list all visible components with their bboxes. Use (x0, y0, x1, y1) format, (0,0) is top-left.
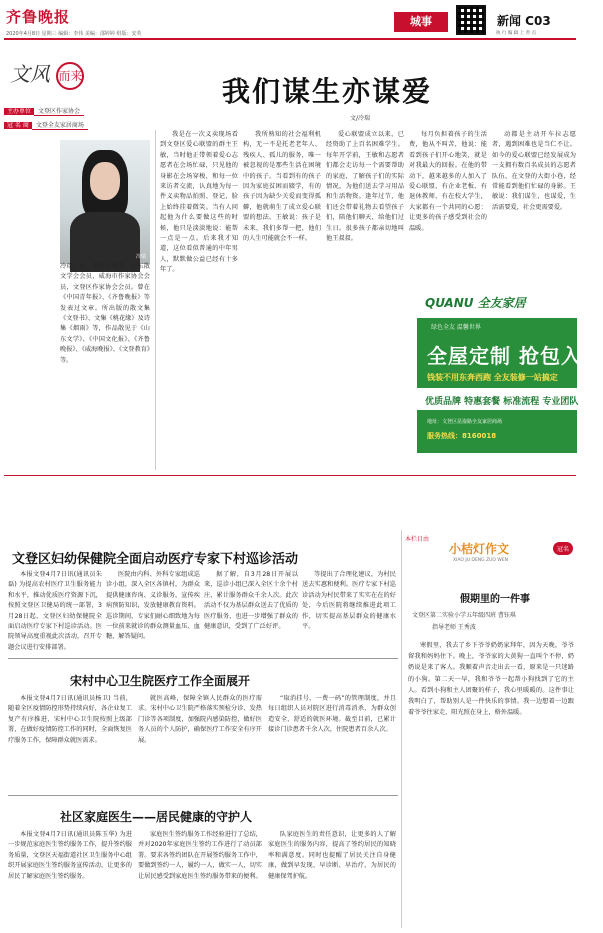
article-rule-1 (8, 658, 398, 659)
essay-title: 假期里的一件事 (460, 594, 530, 605)
feature-byline: 文/冷瑞 (350, 115, 371, 122)
article-1-col-2: 医院由内科、外科专家组成巡诊小组，深入全区各镇村，为群众提供健康咨询、义诊服务，宣传疾病预防知识，发放健康教育资料。巡诊期间，专家们耐心细致地为每一位前来就诊的群众测量血压、血糖，解答疑问。 (106, 571, 200, 641)
photo-tag: 冷瑞 (135, 254, 146, 260)
article-1-col-1: 本报文登4月7日讯(通讯员朱磊) 为提高农村医疗卫生服务能力和水平，推动优质医疗资源下沉，按照文登区卫健局的统一部署，3月28日起，文登区妇幼保健院全面启动医疗专家下村巡诊活动。医院领导高度重视此次活动，召开专题会议进行安排部署。 (8, 571, 102, 651)
section-rule (4, 475, 576, 476)
quanu-advertisement (417, 288, 603, 453)
article-3-col-1: 本报文登4月7日讯(通讯员陈玉华) 为进一步规范家庭医生签约服务工作，提升签约服务质量，文登区天福街道社区卫生服务中心组织开展家庭医生签约服务宣传活动，让更多的居民了解家庭医生签约服务。 (8, 831, 132, 880)
ad-sub-text: 钱装不用东奔西跑 全友装修一站搞定 (427, 373, 558, 382)
article-1-col-3: 据了解，自3月28日开展以来，巡诊小组已深入全区十余个村庄，累计服务群众千余人次。此次活动不仅为基层群众送去了优质的医疗服务，也进一步增强了群众的健康意识，受到了广泛好评。 (204, 571, 298, 631)
article-3-col-2: 家庭医生签约服务工作经验进行了总结，并对2020年家庭医生签约工作进行了动员部署。要求各签约团队在开展签约服务工作中，要做到签约一人，履约一人，做实一人，切实让居民感受到家庭医生签约服务带来的便利。 (138, 831, 262, 880)
section-tag: 城事 (394, 12, 448, 32)
kids-column-pinyin: XIAO JU DENG ZUO WEN (453, 558, 509, 563)
qr-code-icon (456, 5, 486, 35)
ad-brand: QUANU 全友家居 (425, 296, 526, 310)
article-3-col-3: 队家庭医生的责任意识，让更多的人了解家庭医生的服务内容，提高了签约居民的知晓率和满意度。同时也提醒了居民关注自身健康，做到早发现、早诊断、早治疗，为居民的健康保驾护航。 (268, 831, 396, 880)
feature-col-3: 爱心联盟成立以来，已经资助了上百名困难学生。每年开学前，王敏和志愿者们都会走访每一个需要帮助的家庭，了解孩子们的实际情况，为他们送去学习用品和生活物资。逢年过节，他们还会带着礼物去看望孩子们，陪他们聊天，给他们过生日。很多孩子都亲切地叫他王叔叔。 (326, 131, 404, 243)
masthead: 齐鲁晚报 (6, 8, 71, 26)
title-sponsor-value: 文登全友家居商场 (32, 122, 88, 130)
column-logo-text: 文风 (10, 62, 50, 86)
sponsor-value: 文登区作家协会 (34, 108, 84, 116)
header-rule (4, 38, 576, 40)
ad-strip-text: 优质品牌 特惠套餐 标准流程 专业团队 (425, 397, 579, 407)
ad-address: 地址：文登区昆嵛路全友家居商场 (427, 419, 503, 425)
article-1-col-4: 等提出了合理化建议，为村民送去实惠和便利。医疗专家下村巡诊活动为村民带来了实实在在的好处，今后医院将继续推进此项工作，切实提高基层群众的健康水平。 (302, 571, 396, 631)
dateline: 2020年4月8日 星期三 编辑：李伟 美编：邵婷婷 组版：安英 (6, 31, 142, 37)
essay-teacher: 指导老师 王秀波 (432, 624, 476, 631)
column-logo-stamp: 而来 (56, 62, 84, 90)
title-sponsor-line (4, 120, 88, 131)
kids-column-name: 小桔灯作文 (449, 542, 510, 556)
article-1-headline: 文登区妇幼保健院全面启动医疗专家下村巡诊活动 (12, 552, 299, 567)
article-2-col-2: 就医高峰，保障全镇人民群众的医疗需求。宋村中心卫生院严格落实预检分诊、发热门诊等各项制度，加强院内感染防控，做好医务人员的个人防护，确保医疗工作安全有序开展。 (138, 695, 262, 744)
kids-host-label: 本栏目由 (405, 536, 430, 543)
article-3-headline: 社区家庭医生——居民健康的守护人 (60, 810, 253, 824)
article-2-headline: 宋村中心卫生院医疗工作全面展开 (70, 674, 251, 688)
page-label: 新闻 C03 (497, 14, 551, 28)
kids-column-header (405, 530, 577, 576)
article-2-col-1: 本报文登4月7日讯(通讯员杨卫) 当前，随着全区疫情防控形势持续向好，各企业复工复产有序推进，宋村中心卫生院按照上级部署，在做好疫情防控工作的同时，全面恢复医疗服务工作，保障群众就医需求。 (8, 695, 132, 744)
kids-divider (401, 530, 402, 928)
feature-col-2: 我所熟知的社会福利机构，无一不是托老老年人、残疾人、孤儿的服务，唯一被忽视的是那些生活在困境中的孩子。当看到有的孩子因为家庭贫困而辍学，有的孩子因为缺少关爱而变得孤僻，他就萌生了成立爱心联盟的想法。王敏说：孩子是未来，我们多帮一把，他们的人生可能就会不一样。 (243, 131, 321, 243)
essay-author: 文登区第二实验小学五年级四班 曹钰琪 (412, 612, 516, 619)
column-divider (155, 130, 156, 470)
ad-telephone: 服务热线：8160018 (427, 432, 497, 440)
article-2-col-3: “取消挂号，一费一码”的管理制度，并且每日组织人员对院区进行消毒消杀，为群众创造安全、舒适的就医环境。截至目前，已累计接诊门诊患者千余人次，住院患者百余人次。 (268, 695, 396, 734)
title-sponsor-label: 冠 名 商 (4, 122, 32, 129)
ad-main-text: 全屋定制 抢包入住 (427, 344, 603, 368)
column-logo (10, 58, 84, 90)
article-rule-2 (8, 795, 398, 796)
feature-col-4: 每月负担着孩子的生活费，他从不叫苦，他说：能看到孩子们开心地笑，就是对我最大的回报。在他的带动下，越来越多的人加入了爱心联盟，有企业老板、有退休教师、有在校大学生，大家都有一个共同的心愿：让更多的孩子感受到社会的温暖。 (409, 131, 487, 232)
ad-strip (417, 388, 577, 410)
photo-face (90, 162, 120, 200)
kids-naming-badge: 冠名 (553, 542, 573, 555)
feature-col-1: 我是在一次义卖现场看到文登区爱心联盟的群主王敏，当时他正带领着爱心志愿者在会场忙碌，只见他的身影在会场穿梭，和每一位来访者交流，认真地为每一件义卖物品拍照、登记，脸上始终挂着微笑。当有人问起他为什么要做这些的时候，他只是淡淡地说：能帮一点是一点。后来我才知道，这位看似普通的中年男人，默默做公益已经有十多年了。 (160, 131, 238, 274)
feature-headline: 我们谋生亦谋爱 (222, 75, 433, 108)
essay-body: 寒假里，我去了乡下爷爷奶奶家拜年，因为天晚，爷爷留我和妈妈住下。晚上，爷爷家的大黄狗一直叫个不停，奶奶说是来了客人。我顺着声音走出去一看，原来是一只迷路的小狗。第二天一早，我和爷爷一起帮小狗找到了它的主人。看到小狗和主人团聚的样子，我心里暖暖的。这件事让我明白了，帮助别人是一件快乐的事情。我一边想着一边跟着爷爷往家走，阳光照在身上，格外温暖。 (408, 642, 574, 717)
ad-slogan: 绿色全友 温馨世界 (431, 324, 481, 331)
author-bio: 冷瑞，女，原名纪秀美，山东散文学会会员，威海市作家协会会员，文登区作家协会会员。曾在《中国青年报》、《齐鲁晚报》等发表过文章。所出版的散文集《文登书》、文集《桃花缘》及诗集《烟雨》等，作品散见于《山东文学》、《中国文化报》、《齐鲁晚报》、《威海晚报》、《文登教育》等。 (60, 263, 150, 364)
sponsor-line (4, 106, 84, 117)
author-photo (60, 140, 150, 264)
executive-editor: 执 行 编 辑 上 善 点 (496, 31, 537, 36)
feature-col-5: 动都是主动开车拉志愿者，遇到困难也是当仁不让。如今的爱心联盟已经发展成为一支拥有数百名成员的志愿者队伍，在文登的大街小巷，经常能看到他们忙碌的身影。王敏说：我们谋生，也谋爱，生活需要爱，社会更需要爱。 (492, 131, 576, 211)
sponsor-label: 主办单位 (4, 108, 34, 115)
